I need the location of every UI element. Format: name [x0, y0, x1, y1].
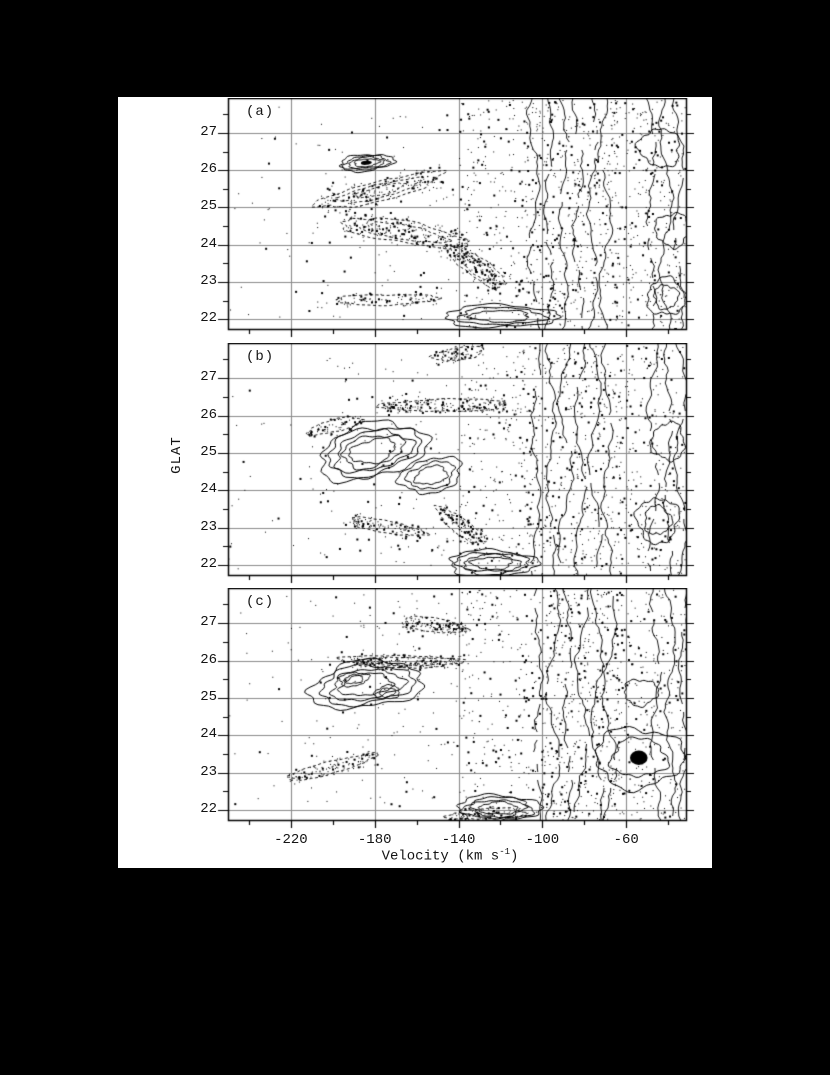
- y-tick-label: 26: [200, 406, 217, 423]
- y-tick-label: 27: [200, 124, 217, 140]
- y-tick-label: 25: [200, 198, 217, 215]
- panel-label-c: (c): [246, 594, 275, 610]
- x-tick-label: -100: [525, 832, 560, 848]
- y-tick-label: 23: [200, 518, 217, 535]
- y-axis-title: GLAT: [169, 436, 185, 474]
- x-tick-label: -220: [274, 832, 308, 848]
- y-tick-label: 22: [200, 310, 217, 327]
- x-axis-title-close: ): [510, 848, 519, 865]
- panel-c-contour-plot: [214, 588, 695, 831]
- y-tick-label: 22: [200, 801, 217, 818]
- y-tick-label: 23: [200, 763, 217, 780]
- y-tick-label: 23: [200, 272, 217, 289]
- x-axis-title-exponent: -1: [499, 847, 511, 857]
- y-tick-label: 27: [200, 614, 217, 631]
- y-tick-label: 24: [200, 235, 217, 252]
- y-tick-label: 26: [200, 161, 217, 178]
- y-tick-label: 26: [200, 651, 217, 668]
- panel-label-a: (a): [246, 104, 275, 120]
- y-tick-label: 24: [200, 726, 217, 743]
- x-axis-title-text: Velocity (km s: [381, 848, 500, 865]
- y-tick-label: 25: [200, 688, 217, 705]
- x-axis-title: [330, 847, 570, 865]
- y-tick-label: 27: [200, 369, 217, 386]
- panel-label-b: (b): [246, 349, 275, 365]
- figure-area: [118, 97, 712, 868]
- y-tick-label: 24: [200, 481, 217, 498]
- y-tick-label: 22: [200, 556, 217, 573]
- panel-b-contour-plot: [214, 343, 695, 586]
- x-tick-label: -60: [613, 832, 639, 848]
- y-tick-label: 25: [200, 443, 217, 460]
- x-tick-label: -180: [357, 832, 392, 848]
- x-tick-label: -140: [441, 832, 476, 848]
- panel-a-contour-plot: [214, 98, 695, 340]
